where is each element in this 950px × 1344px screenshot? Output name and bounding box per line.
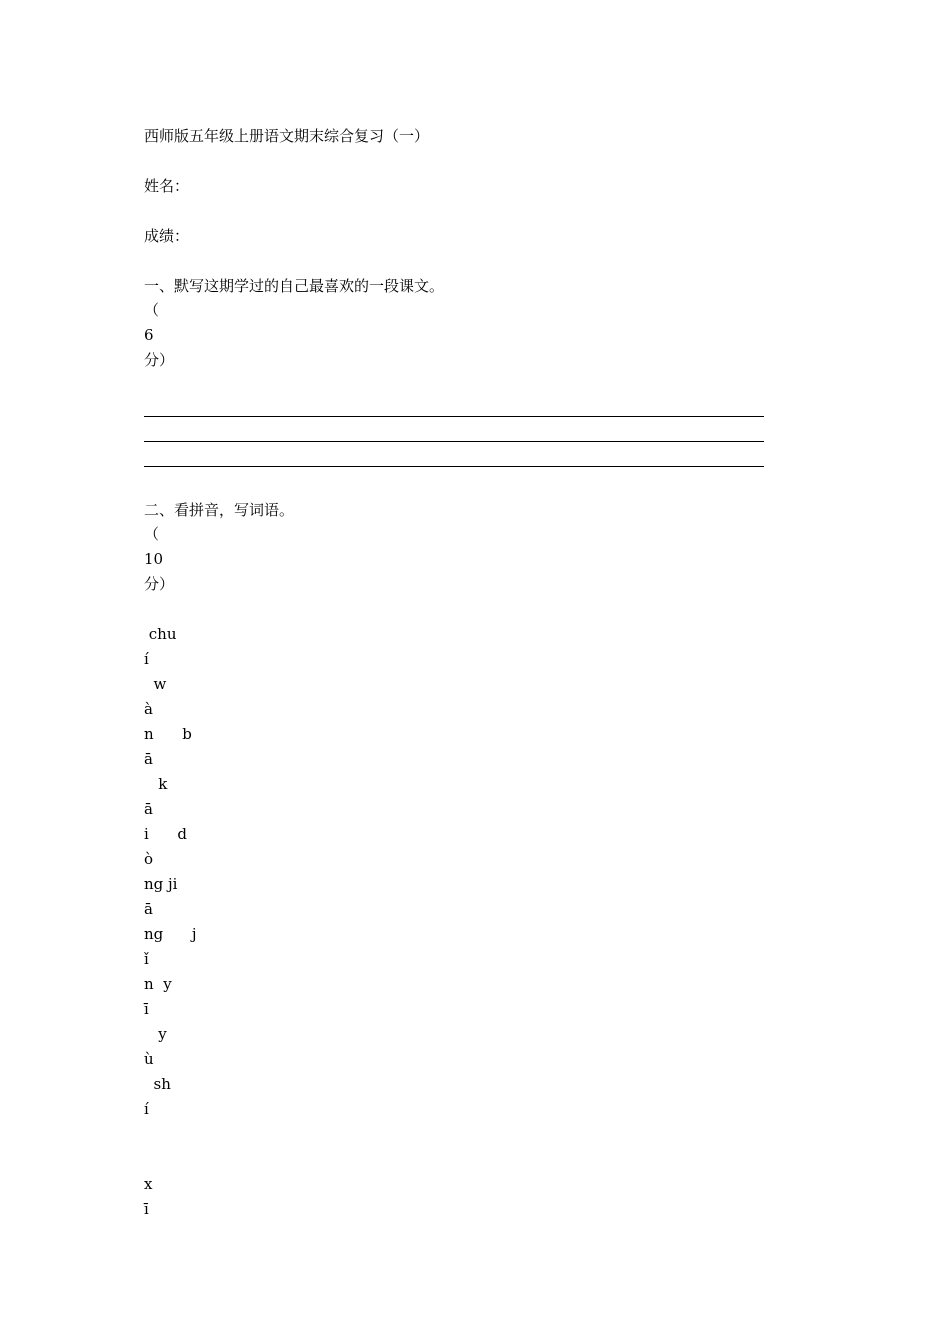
pinyin-line: ǐ: [144, 950, 149, 968]
answer-line: [144, 466, 764, 467]
score-label: 成绩：: [144, 227, 190, 245]
pinyin-line: i d: [144, 825, 188, 843]
section1-heading: 一、默写这期学过的自己最喜欢的一段课文。: [144, 277, 445, 295]
pinyin-line: ng ji: [144, 875, 178, 893]
pinyin-line: n y: [144, 975, 172, 993]
pinyin-line: ā: [144, 750, 153, 768]
section1-points-close: 分）: [144, 351, 175, 369]
answer-line: [144, 416, 764, 417]
section2-points-open: （: [144, 525, 160, 543]
pinyin-line: í: [144, 650, 149, 668]
answer-line: [144, 441, 764, 442]
pinyin-line: sh: [144, 1075, 171, 1093]
pinyin-line: í: [144, 1100, 149, 1118]
pinyin-line: y: [144, 1025, 167, 1043]
pinyin-line: ā: [144, 900, 153, 918]
document-title: 西师版五年级上册语文期末综合复习（一）: [144, 127, 430, 145]
pinyin-line: ò: [144, 850, 154, 868]
pinyin-line: n b: [144, 725, 192, 743]
pinyin-line: x: [144, 1175, 153, 1193]
section2-heading: 二、看拼音，写词语。: [144, 501, 295, 519]
pinyin-line: ng j: [144, 925, 197, 943]
pinyin-line: ī: [144, 1200, 149, 1218]
pinyin-line: k: [144, 775, 168, 793]
pinyin-line: chu: [144, 625, 177, 643]
pinyin-line: ā: [144, 800, 153, 818]
name-label: 姓名：: [144, 177, 190, 195]
pinyin-line: ù: [144, 1050, 154, 1068]
pinyin-line: w: [144, 675, 167, 693]
section1-points-value: 6: [144, 326, 154, 344]
pinyin-line: à: [144, 700, 153, 718]
section2-points-close: 分）: [144, 575, 175, 593]
section1-points-open: （: [144, 301, 160, 319]
section2-points-value: 10: [144, 550, 164, 568]
pinyin-line: ī: [144, 1000, 149, 1018]
